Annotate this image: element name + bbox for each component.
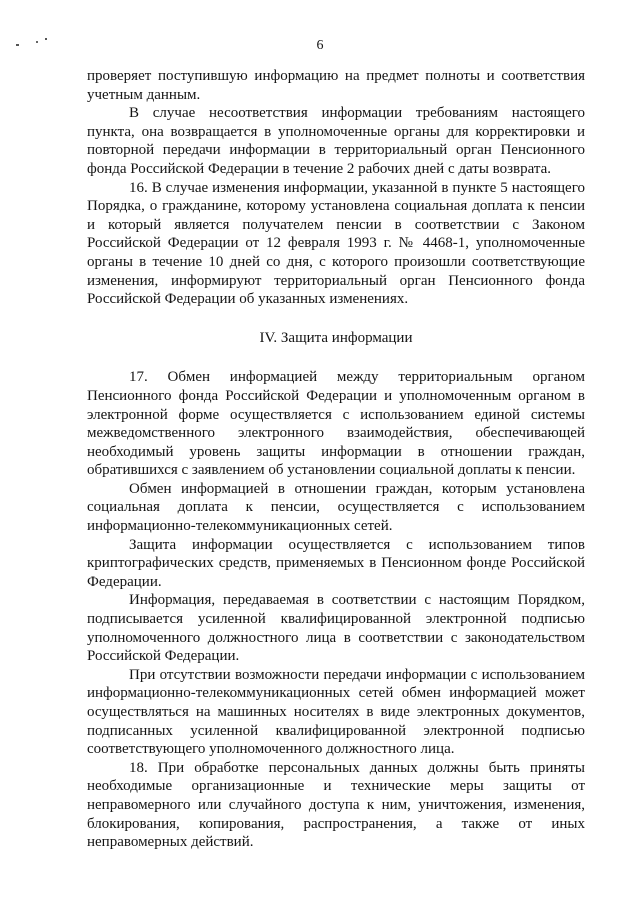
paragraph-nonconformity: В случае несоответствия информации требованиям настоящего пункта, она возвращается в уполномоченные органы для корректировки и повторной передачи информации в территориальный орган Пенсионного фонда Российской Федерации в течение 2 рабочих дней с даты возврата. xyxy=(87,105,585,177)
paragraph-crypto-protection: Защита информации осуществляется с использованием типов криптографических средств, применяемых в Пенсионном фонде Российской Федерации. xyxy=(87,536,585,590)
paragraph-exchange-networks: Обмен информацией в отношении граждан, которым установлена социальная доплата к пенсии, осуществляется с использованием информационно-телекоммуникационных сетей. xyxy=(87,480,585,535)
paragraph-item-16: 16. В случае изменения информации, указанной в пункте 5 настоящего Порядка, о гражданине, которому установлена социальная доплата к пенсии и который является получателем пенсии в соответствии с Законом Российской Федерации от 12 февраля 1993 г. № 4468-1, уполномоченные органы в течение 10 дней со дня, с которого произошли соответствующие изменения, информируют территориальный орган Пенсионного фонда Российской Федерации об указанных изменениях. xyxy=(87,179,585,308)
page-number: 6 xyxy=(316,38,324,53)
paragraph-item-17: 17. Обмен информацией между территориальным органом Пенсионного фонда Российской Федерации и уполномоченным органом в электронной форме осуществляется с использованием единой системы межведомственного электронного взаимодействия, обеспечивающей необходимый уровень защиты информации в отношении граждан, обратившихся с заявлением об установлении социальной доплаты к пенсии. xyxy=(87,369,585,479)
paragraph-continuation: проверяет поступившую информацию на предмет полноты и соответствия учетным данным. xyxy=(87,68,585,103)
paragraph-electronic-signature: Информация, передаваемая в соответствии с настоящим Порядком, подписывается усиленной квалифицированной электронной подписью уполномоченного должностного лица в соответствии с законодательством Российской Федерации. xyxy=(87,592,585,665)
paragraph-machine-media: При отсутствии возможности передачи информации с использованием информационно-телекоммуникационных сетей обмен информацией может осуществляться на машинных носителях в виде электронных документов, подписанных усиленной квалифицированной электронной подписью соответствующего уполномоченного должностного лица. xyxy=(87,666,585,758)
paragraph-item-18: 18. При обработке персональных данных должны быть приняты необходимые организационные и технические меры защиты от неправомерного или случайного доступа к ним, уничтожения, изменения, блокирования, копирования, распространения, а также от иных неправомерных действий. xyxy=(87,759,585,851)
document-body xyxy=(87,67,585,852)
section-heading: IV. Защита информации xyxy=(259,329,413,346)
